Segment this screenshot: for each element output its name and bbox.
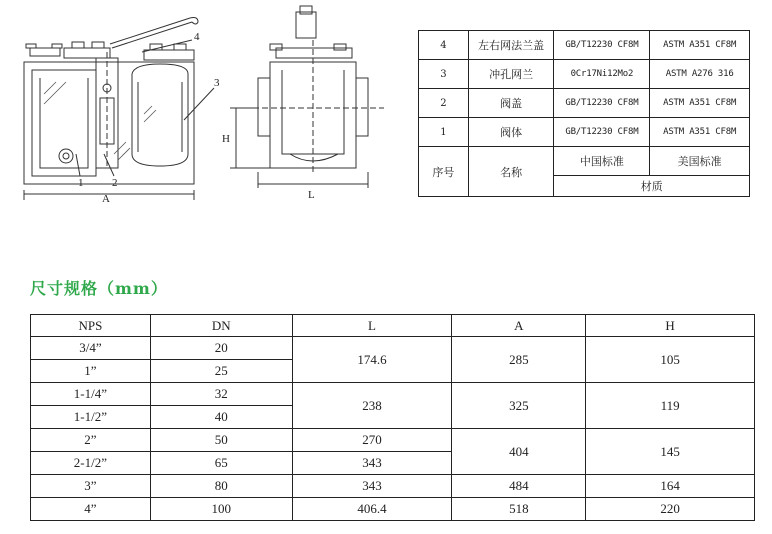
nps-cell: 3/4” (31, 337, 151, 360)
header-material: 材质 (554, 176, 750, 197)
table-row (31, 498, 755, 521)
cn-standard: 0Cr17Ni12Mo2 (554, 60, 650, 89)
side-view (230, 6, 384, 188)
part-name: 左右网法兰盖 (468, 31, 554, 60)
label-dim-l: L (308, 189, 315, 201)
h-cell: 164 (586, 475, 755, 498)
dn-cell: 40 (150, 406, 292, 429)
h-cell: 220 (586, 498, 755, 521)
part-number: 3 (419, 60, 469, 89)
table-row (31, 429, 755, 452)
table-row (419, 60, 750, 89)
l-cell: 406.4 (292, 498, 452, 521)
l-cell: 174.6 (292, 337, 452, 383)
part-number: 2 (419, 89, 469, 118)
a-cell: 518 (452, 498, 586, 521)
cn-standard: GB/T12230 CF8M (554, 31, 650, 60)
h-cell: 119 (586, 383, 755, 429)
label-dim-a: A (102, 193, 110, 202)
dn-cell: 32 (150, 383, 292, 406)
us-standard: ASTM A351 CF8M (650, 31, 750, 60)
dimensions-table (30, 314, 755, 521)
l-cell: 343 (292, 452, 452, 475)
l-cell: 270 (292, 429, 452, 452)
cn-standard: GB/T12230 CF8M (554, 89, 650, 118)
nps-cell: 3” (31, 475, 151, 498)
label-part-2: 2 (112, 177, 118, 189)
part-name: 阀盖 (468, 89, 554, 118)
a-cell: 285 (452, 337, 586, 383)
dn-cell: 20 (150, 337, 292, 360)
label-part-3: 3 (214, 77, 220, 89)
header-us-standard: 美国标准 (650, 147, 750, 176)
dn-cell: 65 (150, 452, 292, 475)
dn-cell: 50 (150, 429, 292, 452)
part-number: 1 (419, 118, 469, 147)
header-part-number: 序号 (419, 147, 469, 197)
table-row (419, 31, 750, 60)
header-cn-standard: 中国标准 (554, 147, 650, 176)
us-standard: ASTM A351 CF8M (650, 89, 750, 118)
label-part-4: 4 (194, 31, 200, 43)
header-dn: DN (150, 315, 292, 337)
header-l: L (292, 315, 452, 337)
label-part-1: 1 (78, 177, 84, 189)
h-cell: 145 (586, 429, 755, 475)
section-title: 尺寸规格（mm） (30, 279, 168, 298)
nps-cell: 1-1/4” (31, 383, 151, 406)
nps-cell: 2” (31, 429, 151, 452)
part-number: 4 (419, 31, 469, 60)
table-row (419, 89, 750, 118)
part-name: 阀体 (468, 118, 554, 147)
nps-cell: 2-1/2” (31, 452, 151, 475)
us-standard: ASTM A351 CF8M (650, 118, 750, 147)
nps-cell: 1-1/2” (31, 406, 151, 429)
dn-cell: 80 (150, 475, 292, 498)
l-cell: 238 (292, 383, 452, 429)
dn-cell: 100 (150, 498, 292, 521)
table-header-row (419, 147, 750, 176)
header-part-name: 名称 (468, 147, 554, 197)
table-row (31, 383, 755, 406)
part-name: 冲孔网兰 (468, 60, 554, 89)
h-cell: 105 (586, 337, 755, 383)
table-row (419, 118, 750, 147)
us-standard: ASTM A276 316 (650, 60, 750, 89)
table-row (31, 475, 755, 498)
table-header-row (31, 315, 755, 337)
table-row (31, 337, 755, 360)
header-a: A (452, 315, 586, 337)
a-cell: 484 (452, 475, 586, 498)
nps-cell: 4” (31, 498, 151, 521)
header-h: H (586, 315, 755, 337)
a-cell: 325 (452, 383, 586, 429)
dn-cell: 25 (150, 360, 292, 383)
header-nps: NPS (31, 315, 151, 337)
materials-table (418, 30, 750, 197)
nps-cell: 1” (31, 360, 151, 383)
a-cell: 404 (452, 429, 586, 475)
label-dim-h: H (222, 133, 230, 145)
strainer-drawing (14, 4, 402, 202)
cn-standard: GB/T12230 CF8M (554, 118, 650, 147)
l-cell: 343 (292, 475, 452, 498)
